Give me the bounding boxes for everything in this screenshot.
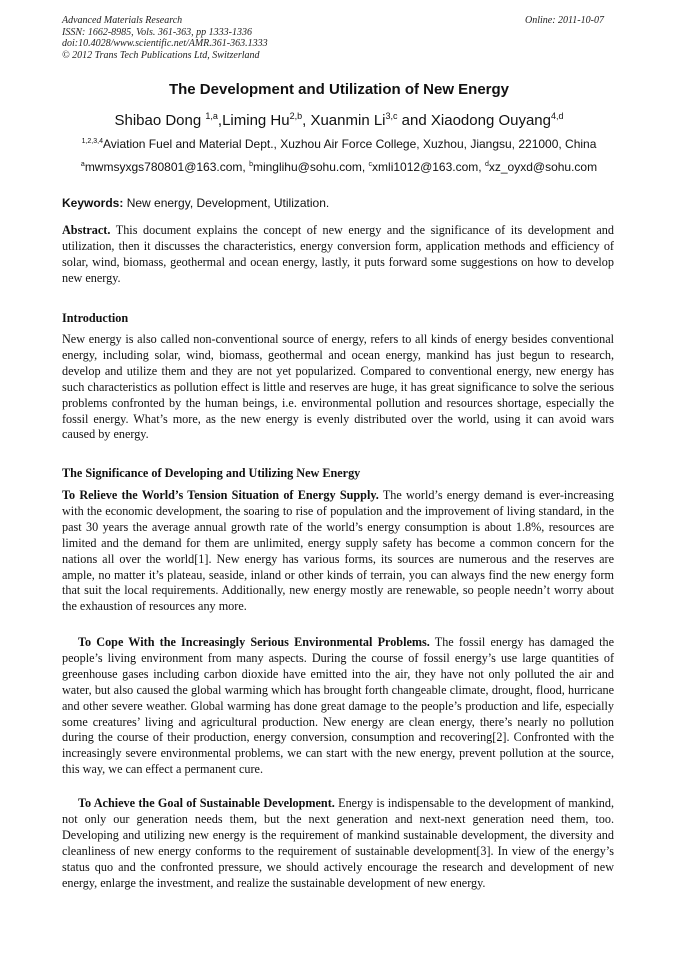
abstract-text: This document explains the concept of new energy and the significance of its development and utilization, then it discusses the characteristics, energy conversion form, application methods and efficiency of solar, wind, biomass, geothermal and ocean energy, lastly, it puts forward some suggestions on how to develop new energy. [62,223,614,285]
email-list [0,160,678,174]
author-name: Shibao Dong [114,112,206,129]
paragraph-text: The fossil energy has damaged the people’s living environment from many aspects. During the course of fossil energy’s use large quantities of greenhouse gases including carbon dioxide have emitted into the air, they have not only polluted the air and water, but also caused the global warming which has brought forth changeable climate, drought, flood, hurricane and other severe weather. Global warming has done great damage to the people’s production and life, especially some creatures’ living and agricultural production. New energy are clean energy, there’s nearly no pollution during the course of their production, energy conversion, consumption and recovering[2]. Confronted with the increasingly severe environmental problems, we can start with the new energy, prevent pollution at the source, this way, we can effect a permanent cure. [62,635,615,777]
keywords-text: New energy, Development, Utilization. [123,196,330,210]
email-sup: d [484,161,489,168]
author-affil-sup: 3,c [385,111,398,121]
paper-title: The Development and Utilization of New Energy [168,81,510,98]
paragraph-text: The world’s energy demand is ever-increasing with the economic development, the soaring to rise of population and the improvement of living standard, in the past 30 years the average annual growth rate of the world’s energy consumption is about 1.8%, resources are limited and the demand for them are unlimited, energy supply safety has become a common concern for the nations all over the world[1]. New energy has various forms, its sources are numerous and the reserves are ample, no matter it’s plateau, seaside, inland or other kinds of terrain, you can always find the new energy form that suit the local requirements. Additionally, new energy mostly are renewable, so people needn’t worry about the exhaustion of resources any more. [62,488,614,614]
email-sup: c [368,161,373,168]
affiliation [0,137,678,151]
section-heading-introduction: Introduction [62,311,129,325]
paragraph-lead: To Cope With the Increasingly Serious Environmental Problems. [78,635,430,649]
email-link[interactable]: xmli1012@163.com, [372,160,485,174]
email-sup: a [80,161,85,168]
introduction-paragraph: New energy is also called non-conventional source of energy, refers to all kinds of energy besides conventional energy, including solar, wind, biomass, geothermal and ocean energy, mankind has just begun to research, develop and utilize them and they are not yet popularized. Compared to conventional energy, new energy has such characteristics as pollution effect is little and reserves are huge, it has great significance to solve the serious problems confronted by the human beings, i.e. environmental pollution and resources shortage, especially the fossil energy. What’s more, as the new energy is evenly distributed over the world, using it can avoid wars caused by energy. [62,332,614,442]
abstract-label: Abstract. [62,223,111,237]
journal-name: Advanced Materials Research [62,15,183,26]
author-affil-sup: 2,b [289,111,303,121]
paragraph-lead: To Relieve the World’s Tension Situation of Energy Supply. [62,488,379,502]
abstract [62,223,614,287]
paragraph-energy-supply [62,488,614,615]
keywords [62,196,329,210]
online-date: Online: 2011-10-07 [525,15,604,26]
keywords-label: Keywords: [62,196,124,210]
paragraph-sustainable-development [62,796,614,891]
email-sup: b [249,161,253,168]
author-separator: , [217,112,223,129]
journal-doi: doi:10.4028/www.scientific.net/AMR.361-363.1333 [62,38,268,49]
email-link[interactable]: xz_oyxd@sohu.com [488,160,598,174]
affiliation-sup: 1,2,3,4 [81,138,103,145]
email-link[interactable]: minglihu@sohu.com, [252,160,369,174]
author-name: Xiaodong Ouyang [430,112,551,129]
affiliation-text: Aviation Fuel and Material Dept., Xuzhou Air Force College, Xuzhou, Jiangsu, 221000, China [103,137,597,151]
paragraph-text: Energy is indispensable to the development of mankind, not only our generation needs them, but the next generation and next-next generation need them, too. Developing and utilizing new energy is the requirement of mankind sustainable development, the diversity and cleanliness of new energy conforms to the requirement of sustainable development[3]. In view of the energy’s status quo and the confronted pressure, we should actively encourage the research and development of new energy, enlarge the investment, and realize the sustainable development of new energy. [62,796,614,890]
section-heading-significance: The Significance of Developing and Utilizing New Energy [62,466,361,480]
paragraph-lead: To Achieve the Goal of Sustainable Development. [78,796,335,810]
paragraph-environmental-problems [62,635,614,778]
email-link[interactable]: mwmsyxgs780801@163.com, [84,160,250,174]
author-affil-sup: 1,a [205,111,218,121]
author-separator: and [397,112,431,129]
author-name: Liming Hu [222,112,290,129]
journal-copyright: © 2012 Trans Tech Publications Ltd, Switzerland [62,49,260,61]
journal-issn: ISSN: 1662-8985, Vols. 361-363, pp 1333-1336 [62,26,252,38]
author-list [0,111,678,129]
author-name: Xuanmin Li [310,112,386,129]
author-separator: , [302,112,311,129]
author-affil-sup: 4,d [551,111,564,121]
journal-header [62,15,268,61]
